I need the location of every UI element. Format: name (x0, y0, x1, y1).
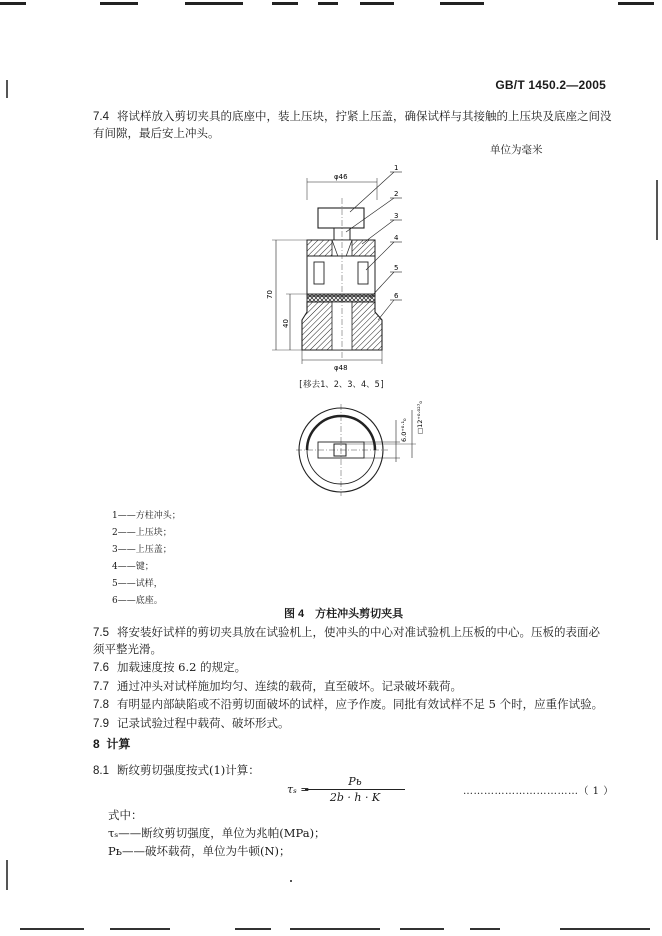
where-item: τₛ——断纹剪切强度，单位为兆帕(MPa)； (108, 826, 326, 840)
legend-item: 1——方柱冲头； (112, 511, 181, 521)
section-7-4-cont: 有间隙，最后安上冲头。 (93, 126, 220, 140)
dim-phi48-label: φ48 (334, 364, 348, 372)
section-text: 有明显内部缺陷或不沿剪切面破坏的试样，应予作废。同批有效试样不足 5 个时，应重作试验。 (117, 697, 604, 711)
section-7-6 (93, 657, 613, 678)
where-item: Pь——破坏载荷，单位为牛顿(N)； (108, 844, 291, 858)
legend-item: 5——试样， (112, 579, 163, 589)
key-left (314, 262, 324, 284)
scan-margin-mark (6, 860, 8, 890)
dim-6-label: 6.0⁺⁰·¹₀ (400, 418, 408, 442)
callout-4: 4 (394, 234, 399, 242)
section-number: 7.9 (93, 718, 109, 730)
figure-caption: 图 4 方柱冲头剪切夹具 (284, 608, 404, 620)
legend-item: 2——上压块； (112, 528, 172, 538)
equation-number: ……………………………（ 1 ） (463, 786, 614, 797)
callout-5: 5 (394, 264, 399, 272)
standard-code: GB/T 1450.2—2005 (495, 78, 606, 92)
scan-margin-mark (656, 180, 658, 240)
formula-denominator: 2b · h · K (329, 791, 381, 804)
where-intro: 式中： (108, 808, 143, 822)
remove-note: [移去1、2、3、4、5] (298, 380, 385, 390)
section-7-5 (93, 622, 613, 643)
specimen (307, 294, 375, 302)
unit-note: 单位为毫米 (490, 144, 543, 156)
scan-speck (290, 880, 292, 882)
section-text: 将试样放入剪切夹具的底座中，装上压块，拧紧上压盖，确保试样与其接触的上压块及底座之间没 (117, 109, 612, 123)
scan-margin-mark (6, 80, 8, 98)
section-number: 7.6 (93, 662, 109, 674)
section-text: 记录试验过程中载荷、破坏形式。 (117, 716, 290, 730)
section-text: 断纹剪切强度按式(1)计算： (117, 763, 260, 777)
shear-strength-formula (287, 775, 405, 804)
shear-fixture-drawing (262, 160, 432, 392)
key-right (358, 262, 368, 284)
section-text: 加载速度按 6.2 的规定。 (117, 660, 247, 674)
callout-6: 6 (394, 292, 399, 300)
section-7-5-cont: 须平整光滑。 (93, 642, 162, 656)
formula-lhs: τₛ = (287, 783, 310, 796)
callout-3: 3 (394, 212, 399, 220)
section-text: 通过冲头对试样施加均匀、连续的载荷，直至破坏。记录破坏载荷。 (117, 679, 462, 693)
section-number: 8 (93, 737, 100, 751)
top-scan-bar (0, 0, 662, 8)
base-top-view-drawing (296, 400, 426, 498)
section-number: 7.8 (93, 699, 109, 711)
formula-numerator: Pь (305, 775, 405, 790)
section-number: 8.1 (93, 765, 109, 777)
dim-phi46-label: φ46 (334, 173, 348, 181)
section-text: 将安装好试样的剪切夹具放在试验机上，使冲头的中心对准试验机上压板的中心。压板的表面必 (117, 625, 600, 639)
section-8-heading (93, 735, 130, 752)
dim-40-label: 40 (282, 319, 290, 328)
section-7-8 (93, 694, 613, 715)
dim-12-label: □12⁺⁰·⁰²⁷₀ (416, 401, 424, 434)
section-number: 7.7 (93, 681, 109, 693)
section-7-9 (93, 713, 613, 734)
callout-1: 1 (394, 164, 399, 172)
legend-item: 4——键； (112, 562, 154, 572)
legend-item: 6——底座。 (112, 596, 163, 606)
square-punch-head (318, 208, 364, 228)
legend-item: 3——上压盖； (112, 545, 172, 555)
dim-70-label: 70 (266, 290, 274, 299)
section-title: 计算 (106, 737, 131, 751)
section-number: 7.5 (93, 627, 109, 639)
section-number: 7.4 (93, 111, 109, 123)
callout-2: 2 (394, 190, 399, 198)
